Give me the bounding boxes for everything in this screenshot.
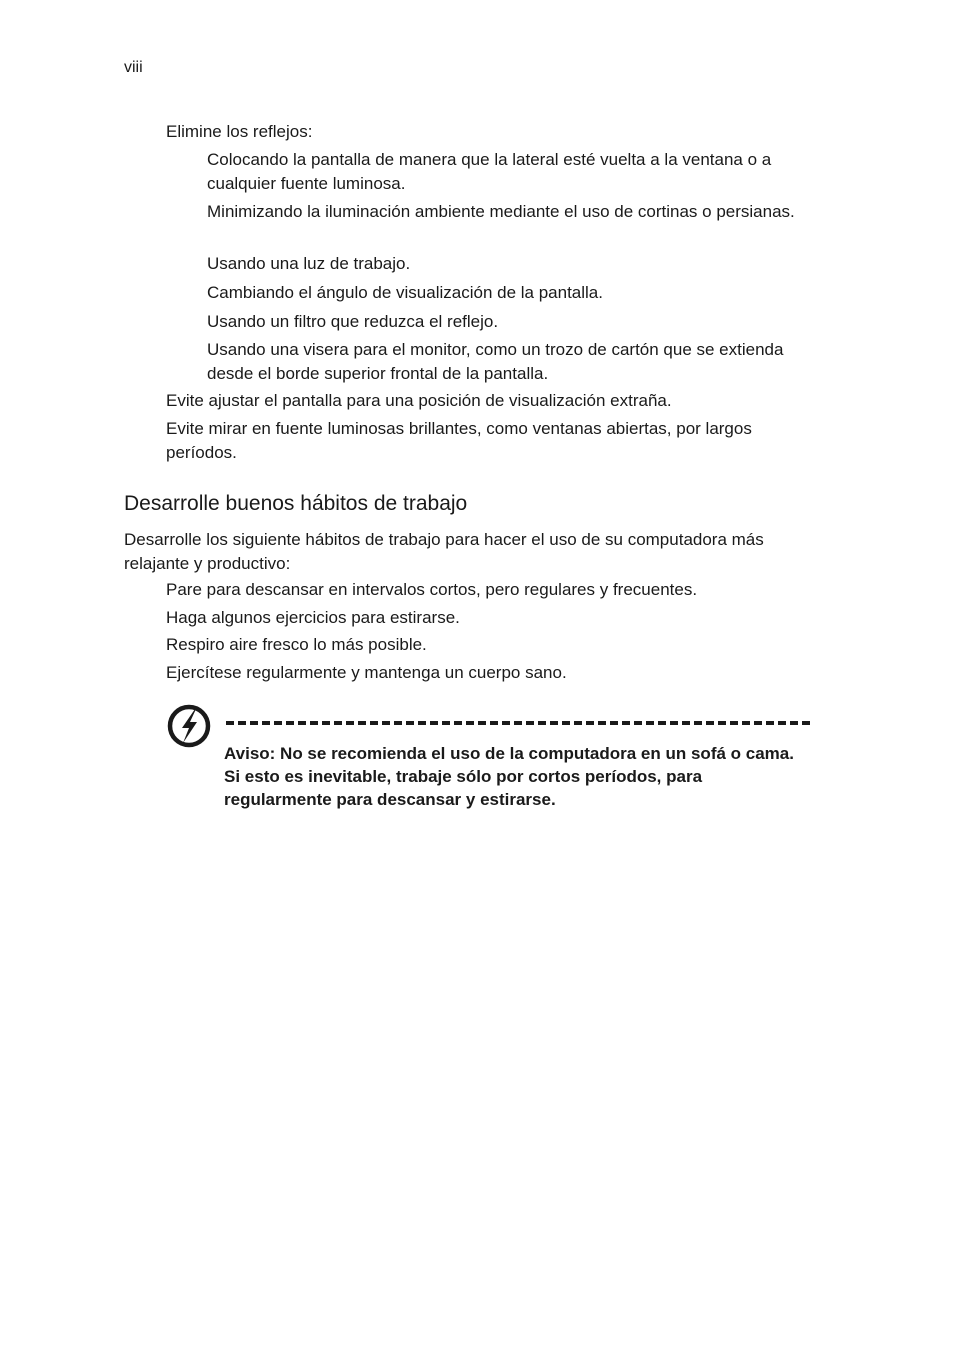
warning-lightning-icon (166, 702, 214, 750)
glare-after-item: Evite ajustar el pantalla para una posición de visualización extraña. (166, 391, 672, 410)
habit-item: Ejercítese regularmente y mantenga un cuerpo sano. (166, 663, 567, 682)
section-heading: Desarrolle buenos hábitos de trabajo (124, 492, 468, 515)
page-number: viii (124, 59, 143, 76)
warning-text: Aviso: No se recomienda el uso de la computadora en un sofá o cama. Si esto es inevitable, trabaje sólo por cortos períodos, para regularmente para descansar y estirarse. (224, 744, 794, 809)
warning-divider (226, 721, 810, 725)
glare-item: Usando una visera para el monitor, como un trozo de cartón que se extienda desde el borde superior frontal de la pantalla. (207, 340, 784, 383)
glare-after-item: Evite mirar en fuente luminosas brillantes, como ventanas abiertas, por largos períodos. (166, 419, 752, 462)
habit-item: Pare para descansar en intervalos cortos, pero regulares y frecuentes. (166, 580, 698, 599)
glare-item: Usando una luz de trabajo. (207, 254, 411, 273)
habit-item: Haga algunos ejercicios para estirarse. (166, 608, 460, 627)
glare-item: Colocando la pantalla de manera que la lateral esté vuelta a la ventana o a cualquier fuente luminosa. (207, 150, 772, 193)
glare-item: Cambiando el ángulo de visualización de la pantalla. (207, 283, 603, 302)
habits-intro: Desarrolle los siguiente hábitos de trabajo para hacer el uso de su computadora más relajante y productivo: (124, 530, 764, 573)
glare-item: Minimizando la iluminación ambiente mediante el uso de cortinas o persianas. (207, 202, 795, 221)
glare-item: Usando un filtro que reduzca el reflejo. (207, 312, 499, 331)
habit-item: Respiro aire fresco lo más posible. (166, 635, 427, 654)
glare-intro: Elimine los reflejos: (166, 122, 313, 141)
